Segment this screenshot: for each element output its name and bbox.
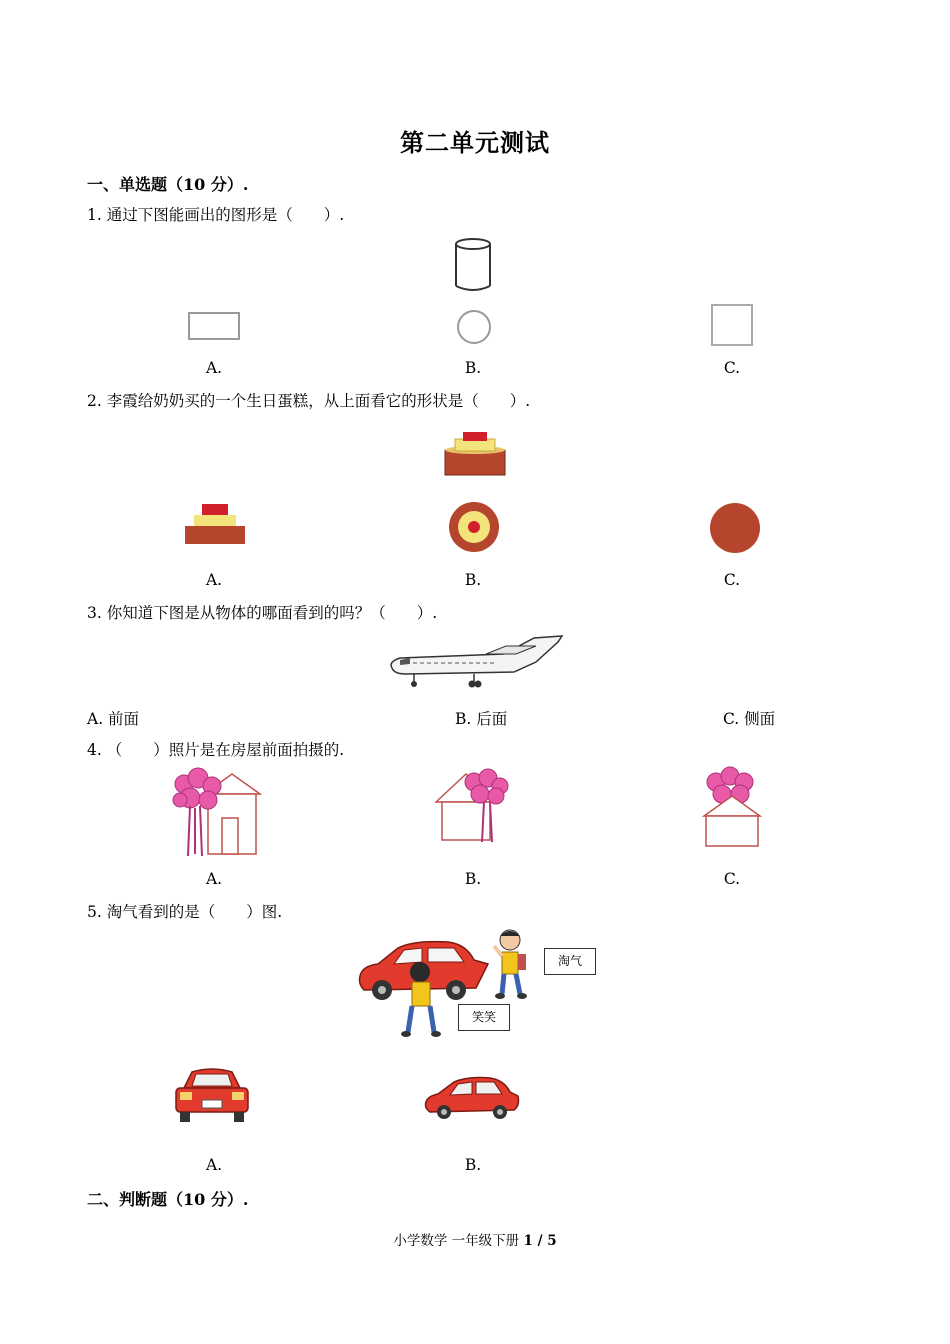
q2-option-b-label: B. bbox=[464, 571, 482, 589]
q3-option-a-label: A. 前面 bbox=[87, 710, 140, 728]
question-2-text: 2. 李霞给奶奶买的一个生日蛋糕，从上面看它的形状是（ ）. bbox=[87, 392, 531, 410]
q3-option-b-label: B. 后面 bbox=[455, 710, 508, 728]
option-c-brown-circle bbox=[709, 502, 761, 554]
question-1-text: 1. 通过下图能画出的图形是（ ）. bbox=[87, 206, 345, 224]
q5-option-a-label: A. bbox=[205, 1156, 223, 1174]
option-c-tree-above-house bbox=[700, 768, 764, 850]
q4-option-a-label: A. bbox=[205, 870, 223, 888]
option-a-rectangle bbox=[187, 311, 241, 341]
q1-option-c-label: C. bbox=[723, 359, 741, 377]
option-a-tree-front-house bbox=[170, 768, 262, 858]
airplane-figure bbox=[386, 632, 564, 690]
page-footer bbox=[0, 1229, 950, 1249]
option-a-car-front bbox=[174, 1066, 250, 1124]
option-b-circle bbox=[456, 309, 492, 345]
cake-figure bbox=[444, 430, 506, 476]
label-xiaoxiao: 笑笑 bbox=[458, 1004, 510, 1031]
q4-option-b-label: B. bbox=[464, 870, 482, 888]
section-heading-true-false: 二、判断题（10 分）. bbox=[87, 1190, 249, 1209]
option-b-tree-behind-house bbox=[432, 768, 512, 844]
question-3-text: 3. 你知道下图是从物体的哪面看到的吗？（ ）. bbox=[87, 604, 438, 622]
q1-option-a-label: A. bbox=[205, 359, 223, 377]
section-heading-single-choice: 一、单选题（10 分）. bbox=[87, 175, 249, 194]
footer-page-number: 1 / 5 bbox=[523, 1233, 557, 1249]
option-a-cake-side bbox=[183, 502, 247, 546]
q4-option-c-label: C. bbox=[723, 870, 741, 888]
q1-option-b-label: B. bbox=[464, 359, 482, 377]
question-4-text: 4. （ ）照片是在房屋前面拍摄的. bbox=[87, 741, 345, 759]
scene-car-with-children bbox=[358, 926, 538, 1044]
footer-subject: 小学数学 一年级下册 bbox=[393, 1233, 520, 1249]
q5-option-b-label: B. bbox=[464, 1156, 482, 1174]
question-5-text: 5. 淘气看到的是（ ）图. bbox=[87, 903, 283, 921]
label-taoqi: 淘气 bbox=[544, 948, 596, 975]
q2-option-a-label: A. bbox=[205, 571, 223, 589]
q3-option-c-label: C. 侧面 bbox=[723, 710, 776, 728]
q2-option-c-label: C. bbox=[723, 571, 741, 589]
option-b-cake-top bbox=[448, 501, 500, 553]
page-title: 第二单元测试 bbox=[400, 128, 550, 157]
option-c-square bbox=[710, 303, 754, 347]
option-b-car-side bbox=[424, 1074, 522, 1120]
cylinder-figure bbox=[452, 236, 494, 294]
